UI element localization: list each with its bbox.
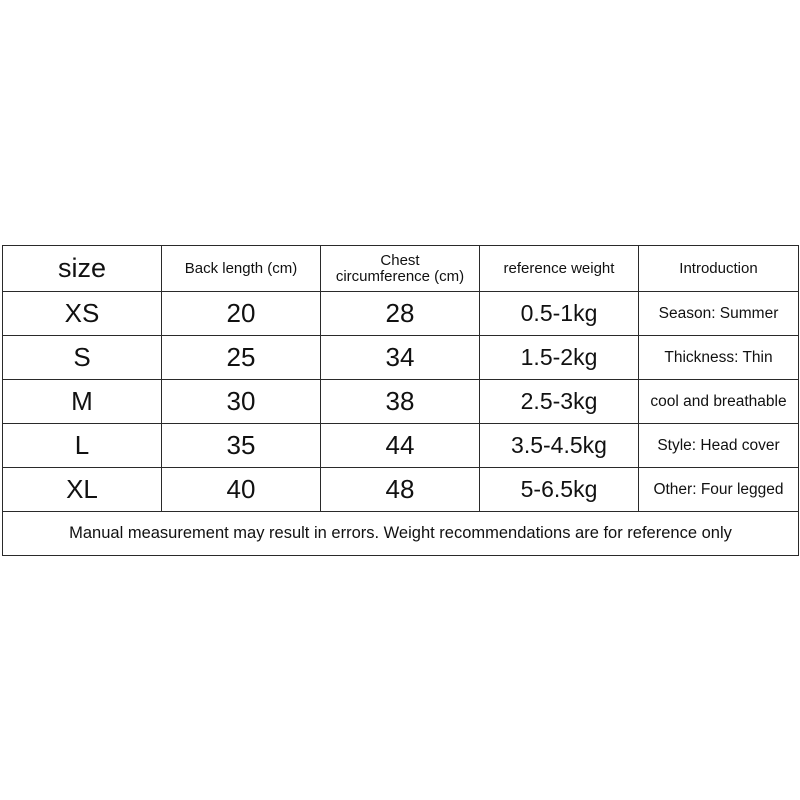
header-size: size [3, 246, 162, 292]
table-row [3, 336, 799, 380]
cell-size: XL [3, 468, 162, 512]
table-row [3, 380, 799, 424]
header-chest-line2: circumference (cm) [335, 267, 465, 285]
cell-back-length: 30 [162, 380, 321, 424]
cell-chest: 38 [321, 380, 480, 424]
cell-chest: 48 [321, 468, 480, 512]
table-header-row [3, 246, 799, 292]
cell-back-length: 20 [162, 292, 321, 336]
cell-size: L [3, 424, 162, 468]
cell-weight: 3.5-4.5kg [480, 424, 639, 468]
cell-back-length: 35 [162, 424, 321, 468]
cell-size: M [3, 380, 162, 424]
cell-back-length: 25 [162, 336, 321, 380]
cell-back-length: 40 [162, 468, 321, 512]
cell-intro: Season: Summer [639, 292, 799, 336]
cell-size: S [3, 336, 162, 380]
cell-weight: 0.5-1kg [480, 292, 639, 336]
header-introduction: Introduction [639, 246, 799, 292]
cell-intro: Other: Four legged [639, 468, 799, 512]
cell-intro: cool and breathable [639, 380, 799, 424]
header-chest-line1: Chest [380, 251, 420, 269]
header-chest-circumference [321, 246, 480, 292]
table-row [3, 468, 799, 512]
size-chart-table [2, 245, 799, 556]
cell-weight: 2.5-3kg [480, 380, 639, 424]
table-footer-row [3, 512, 799, 556]
cell-intro: Thickness: Thin [639, 336, 799, 380]
cell-intro: Style: Head cover [639, 424, 799, 468]
cell-weight: 1.5-2kg [480, 336, 639, 380]
table-row [3, 424, 799, 468]
cell-chest: 44 [321, 424, 480, 468]
header-back-length: Back length (cm) [162, 246, 321, 292]
header-reference-weight: reference weight [480, 246, 639, 292]
cell-size: XS [3, 292, 162, 336]
cell-chest: 28 [321, 292, 480, 336]
cell-chest: 34 [321, 336, 480, 380]
cell-weight: 5-6.5kg [480, 468, 639, 512]
measurement-note: Manual measurement may result in errors. Weight recommendations are for reference only [3, 512, 799, 556]
table-row [3, 292, 799, 336]
